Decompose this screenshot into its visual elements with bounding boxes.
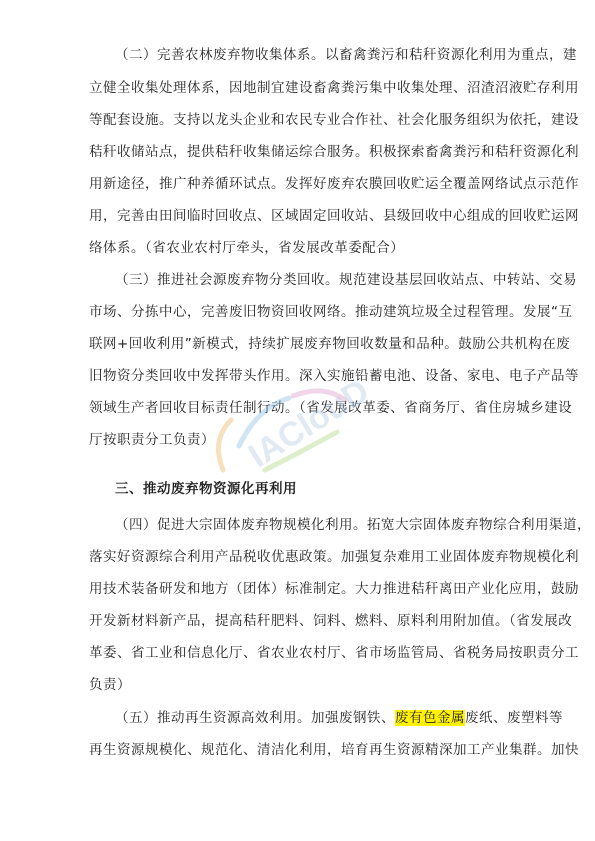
- watermark-arc-orange: [219, 420, 232, 470]
- section-heading: 三、推动废弃物资源化再利用: [115, 481, 297, 497]
- paragraph-4-line-6: 负责）: [89, 677, 131, 693]
- paragraph-5-line-2: 再生资源规模化、规范化、清洁化利用，培育再生资源精深加工产业集群。加快: [89, 742, 579, 758]
- paragraph-5-line-1: [115, 708, 563, 728]
- paragraph-3-line-4: 旧物资分类回收中发挥带头作用。深入实施铅蓄电池、设备、家电、电子产品等: [89, 368, 579, 384]
- watermark-logo: [205, 371, 376, 490]
- paragraph-4-line-4: 开发新材料新产品，提高秸秆肥料、饲料、燃料、原料利用附加值。（省发展改: [89, 613, 573, 629]
- paragraph-2-line-4: 秸秆收储站点，提供秸秆收集储运综合服务。积极探索畜禽粪污和秸秆资源化利: [89, 144, 579, 160]
- paragraph-3-line-5: 领域生产者回收目标责任制行动。（省发展改革委、省商务厅、省住房城乡建设: [89, 400, 573, 416]
- paragraph-2-line-5: 用新途径，推广种养循环试点。发挥好废弃农膜回收贮运全覆盖网络试点示范作: [89, 176, 579, 192]
- watermark-text: IAClouD: [241, 371, 376, 476]
- paragraph-2-line-7: 络体系。（省农业农村厅牵头，省发展改革委配合）: [89, 240, 405, 256]
- highlighted-term: 废有色金属: [395, 710, 465, 726]
- paragraph-3-line-6: 厅按职责分工负责）: [89, 432, 215, 448]
- paragraph-4-line-3: 用技术装备研发和地方（团体）标准制定。大力推进秸秆离田产业化应用，鼓励: [89, 581, 579, 597]
- paragraph-5-line-1-start: （五）推动再生资源高效利用。加强废钢铁、: [115, 710, 395, 726]
- paragraph-2-line-2: 立健全收集处理体系，因地制宜建设畜禽粪污集中收集处理、沼渣沼液贮存利用: [89, 80, 579, 96]
- paragraph-4-line-1: （四）促进大宗固体废弃物规模化利用。拓宽大宗固体废弃物综合利用渠道，: [115, 517, 591, 533]
- paragraph-3-line-1: （三）推进社会源废弃物分类回收。规范建设基层回收站点、中转站、交易: [115, 272, 577, 288]
- paragraph-4-line-5: 革委、省工业和信息化厅、省农业农村厅、省市场监管局、省税务局按职责分工: [89, 645, 579, 661]
- paragraph-2-line-3: 等配套设施。支持以龙头企业和农民专业合作社、社会化服务组织为依托，建设: [89, 112, 579, 128]
- paragraph-5-line-1-end: 废纸、废塑料等: [465, 710, 563, 726]
- paragraph-3-line-2: 市场、分拣中心，完善废旧物资回收网络。推动建筑垃圾全过程管理。发展“互: [89, 304, 573, 320]
- paragraph-3-line-3: 联网+回收利用”新模式，持续扩展废弃物回收数量和品种。鼓励公共机构在废: [89, 336, 571, 352]
- paragraph-2-line-6: 用，完善由田间临时回收点、区域固定回收站、县级回收中心组成的回收贮运网: [89, 208, 579, 224]
- paragraph-2-line-1: （二）完善农林废弃物收集体系。以畜禽粪污和秸秆资源化利用为重点，建: [115, 47, 577, 63]
- paragraph-4-line-2: 落实好资源综合利用产品税收优惠政策。加强复杂难用工业固体废弃物规模化利: [89, 549, 579, 565]
